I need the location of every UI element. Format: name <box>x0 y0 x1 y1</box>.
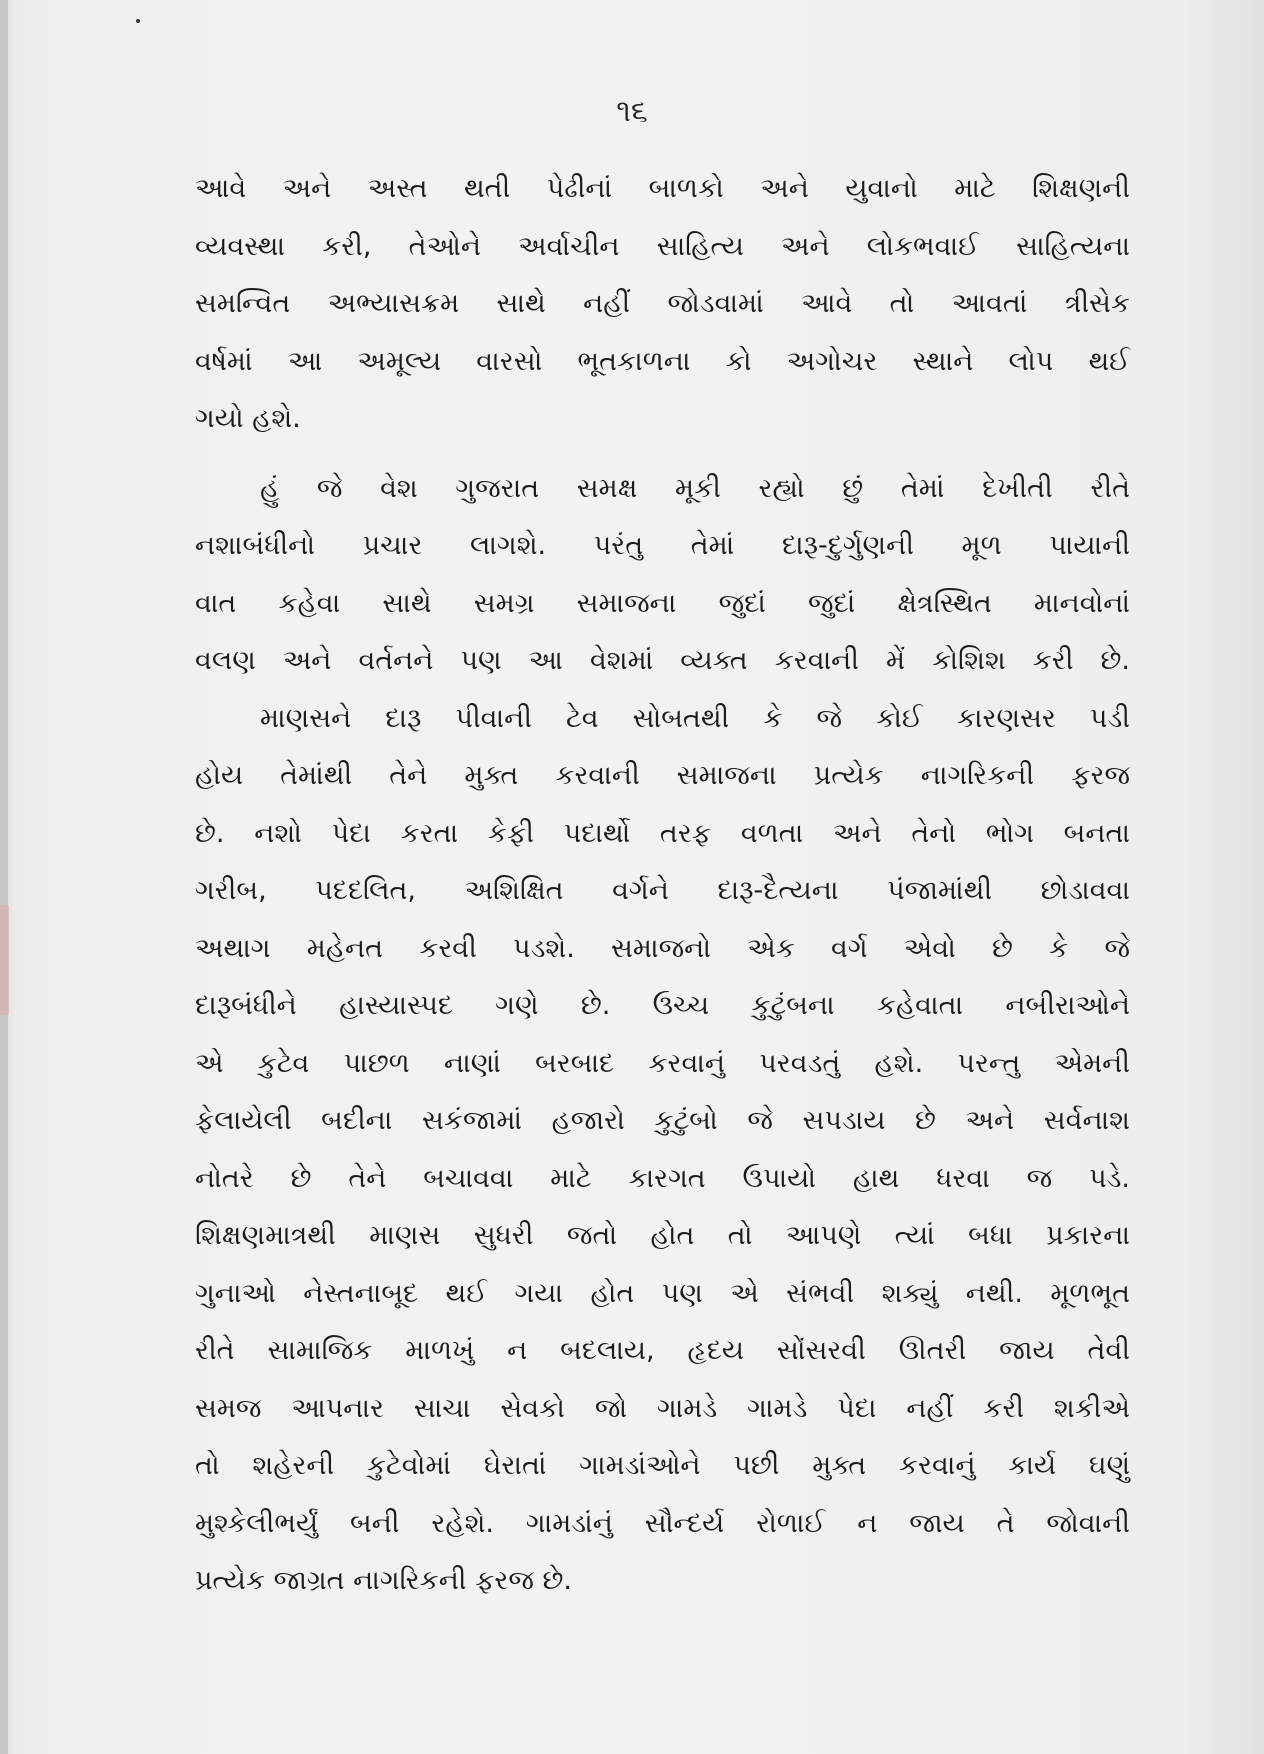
text-line: છે. નશો પેદા કરતા કેફી પદાર્થો તરફ વળતા અને તેનો ભોગ બનતા <box>195 817 1130 849</box>
text-line: ફેલાયેલી બદીના સકંજામાં હજારો કુટુંબો જે સપડાય છે અને સર્વનાશ <box>195 1105 1130 1136</box>
text-line: આવે અને અસ્ત થતી પેઢીનાં બાળકો અને યુવાનો માટે શિક્ષણની <box>195 173 1130 204</box>
text-line: નોતરે છે તેને બચાવવા માટે કારગત ઉપાયો હાથ ધરવા જ પડે. <box>195 1162 1130 1194</box>
text-line: પ્રત્યેક જાગ્રત નાગરિકની ફરજ છે. <box>195 1565 572 1596</box>
text-line: અથાગ મહેનત કરવી પડશે. સમાજનો એક વર્ગ એવો છે કે જે <box>195 932 1130 964</box>
text-line: હું જે વેશ ગુજરાત સમક્ષ મૂકી રહ્યો છું તેમાં દેખીતી રીતે <box>260 472 1130 504</box>
text-line: વ્યવસ્થા કરી, તેઓને અર્વાચીન સાહિત્ય અને લોકભવાઈ સાહિત્યના <box>195 230 1130 262</box>
text-line: રીતે સામાજિક માળખું ન બદલાય, હૃદય સોંસરવી ઊતરી જાય તેવી <box>195 1335 1130 1366</box>
text-line: દારૂબંધીને હાસ્યાસ્પદ ગણે છે. ઉચ્ચ કુટુંબના કહેવાતા નબીરાઓને <box>195 990 1130 1021</box>
text-line: વાત કહેવા સાથે સમગ્ર સમાજના જુદાં જુદાં ક્ષેત્રસ્થિત માનવોનાં <box>195 587 1130 619</box>
text-line: હોય તેમાંથી તેને મુક્ત કરવાની સમાજના પ્રત્યેક નાગરિકની ફરજ <box>195 760 1130 791</box>
page-number: ૧૬ <box>616 94 648 129</box>
text-line: શિક્ષણમાત્રથી માણસ સુધરી જતો હોત તો આપણે ત્યાં બધા પ્રકારના <box>195 1220 1130 1251</box>
text-line: એ કુટેવ પાછળ નાણાં બરબાદ કરવાનું પરવડતું હશે. પરન્તુ એમની <box>195 1047 1130 1079</box>
text-line: ગયો હશે. <box>195 403 301 434</box>
text-line: તો શહેરની કુટેવોમાં ઘેરાતાં ગામડાંઓને પછી મુક્ત કરવાનું કાર્ય ઘણું <box>195 1450 1130 1481</box>
paragraph-gap <box>195 448 1130 460</box>
text-line: ગુનાઓ નેસ્તનાબૂદ થઈ ગયા હોત પણ એ સંભવી શક્યું નથી. મૂળભૂત <box>195 1277 1130 1309</box>
text-line: વર્ષમાં આ અમૂલ્ય વારસો ભૂતકાળના કો અગોચર સ્થાને લોપ થઈ <box>195 345 1130 377</box>
page-spine-shadow <box>0 0 8 1754</box>
text-line: ગરીબ, પદદલિત, અશિક્ષિત વર્ગને દારૂ-દૈત્યના પંજામાંથી છોડાવવા <box>195 875 1130 906</box>
text-line: વલણ અને વર્તનને પણ આ વેશમાં વ્યક્ત કરવાની મેં કોશિશ કરી છે. <box>195 645 1130 676</box>
text-line: સમજ આપનાર સાચા સેવકો જો ગામડે ગામડે પેદા નહીં કરી શકીએ <box>195 1392 1130 1424</box>
text-line: નશાબંધીનો પ્રચાર લાગશે. પરંતુ તેમાં દારૂ-દુર્ગુણની મૂળ પાયાની <box>195 530 1130 561</box>
text-line: માણસને દારૂ પીવાની ટેવ સોબતથી કે જે કોઈ કારણસર પડી <box>260 702 1130 734</box>
ink-dot <box>136 19 140 23</box>
text-line: મુશ્કેલીભર્યું બની રહેશે. ગામડાંનું સૌન્દર્ય રોળાઈ ન જાય તે જોવાની <box>195 1507 1130 1539</box>
text-line: સમન્વિત અભ્યાસક્રમ સાથે નહીં જોડવામાં આવે તો આવતાં ત્રીસેક <box>195 288 1130 319</box>
body-text <box>195 160 1130 1610</box>
page-edge-mark <box>0 905 9 1015</box>
